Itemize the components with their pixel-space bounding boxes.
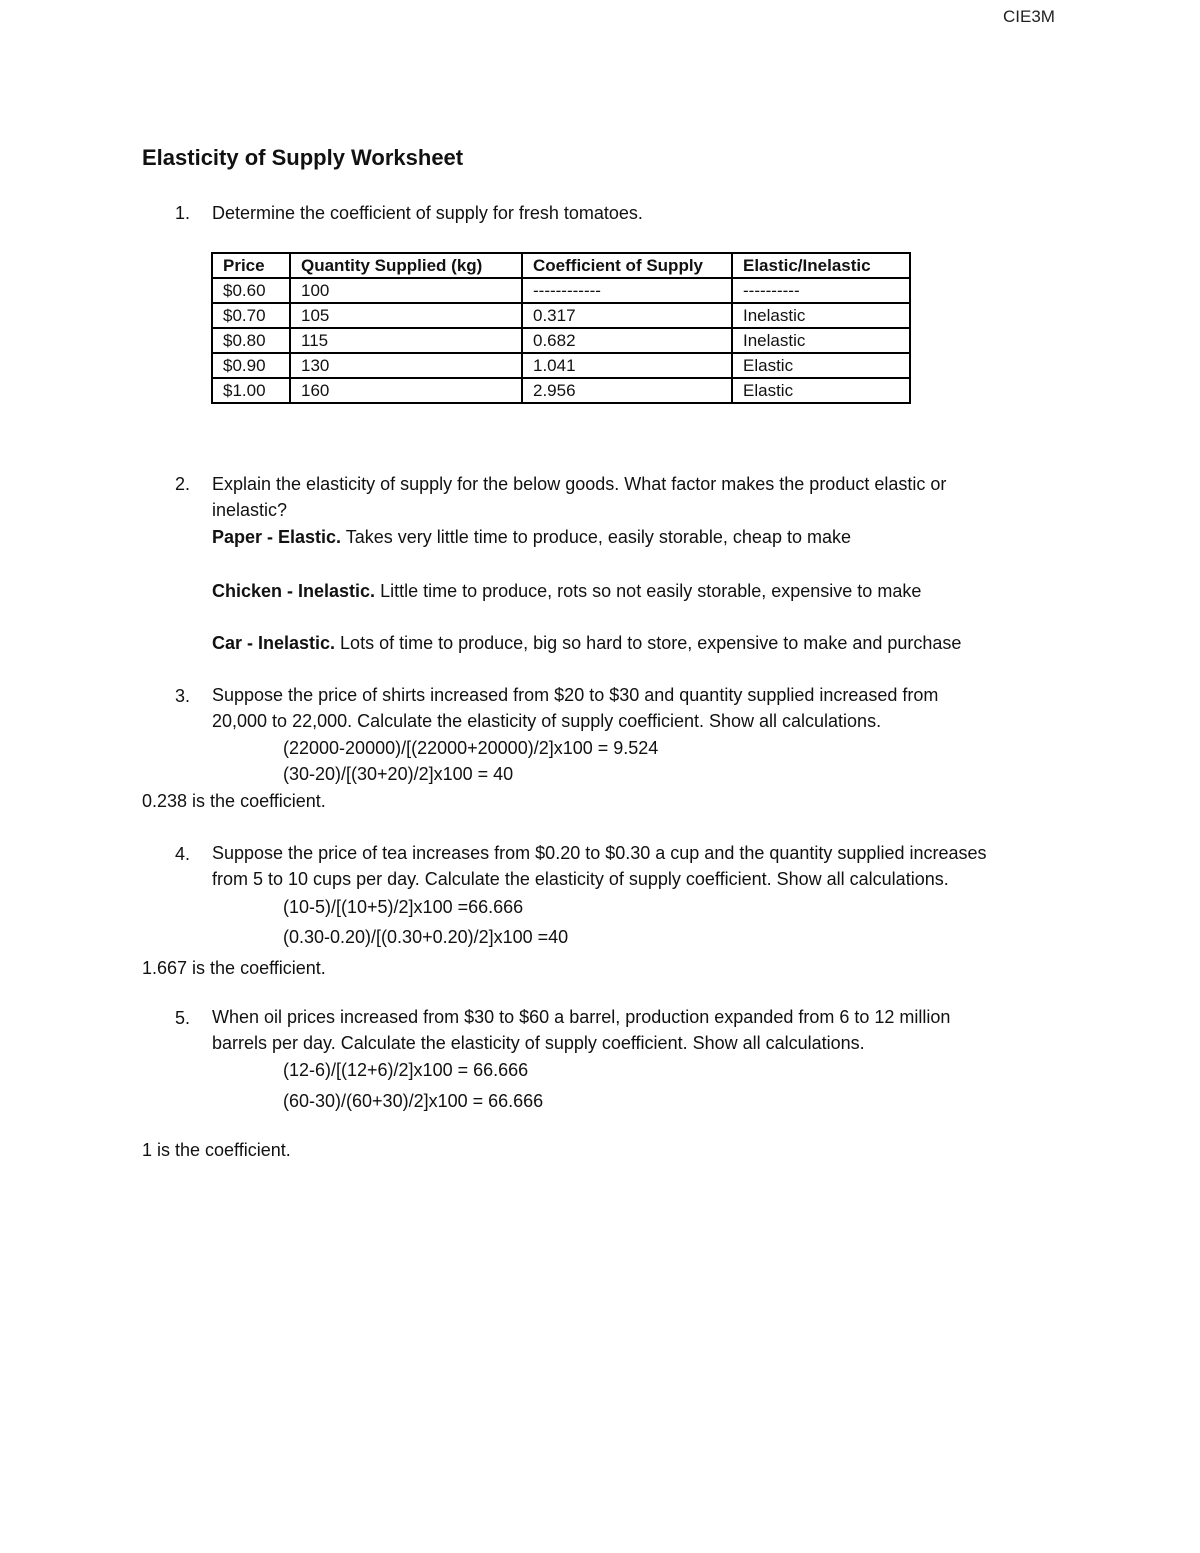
page-title: Elasticity of Supply Worksheet [142, 145, 464, 170]
answer-car [212, 630, 961, 656]
answer-car-label: Car - Inelastic. [212, 633, 336, 653]
question-4-conclusion: 1.667 is the coefficient. [142, 958, 326, 978]
question-4-text-line-2: from 5 to 10 cups per day. Calculate the elasticity of supply coefficient. Show all calculations. [212, 869, 949, 889]
answer-car-text: Lots of time to produce, big so hard to store, expensive to make and purchase [335, 633, 962, 653]
cell-quantity: 105 [290, 303, 522, 328]
question-3-conclusion: 0.238 is the coefficient. [142, 791, 326, 811]
cell-price: $0.60 [212, 278, 290, 303]
cell-price: $0.80 [212, 328, 290, 353]
question-1-text: Determine the coefficient of supply for fresh tomatoes. [212, 203, 643, 223]
cell-elasticity: Inelastic [732, 303, 910, 328]
question-3-calc-1: (22000-20000)/[(22000+20000)/2]x100 = 9.524 [283, 738, 659, 758]
question-2-text-line-2: inelastic? [212, 500, 288, 520]
table-header-row [212, 253, 910, 278]
cell-price: $0.90 [212, 353, 290, 378]
question-1-number: 1. [175, 203, 191, 223]
question-2-text-line-1: Explain the elasticity of supply for the below goods. What factor makes the product elastic or [212, 474, 947, 494]
question-4-calc-1: (10-5)/[(10+5)/2]x100 =66.666 [283, 897, 524, 917]
question-3-calc-2: (30-20)/[(30+20)/2]x100 = 40 [283, 764, 514, 784]
answer-chicken-label: Chicken - Inelastic. [212, 581, 376, 601]
answer-paper-label: Paper - Elastic. [212, 527, 342, 547]
column-header-price: Price [212, 253, 290, 278]
answer-chicken [212, 578, 921, 604]
table-row [212, 353, 910, 378]
column-header-quantity: Quantity Supplied (kg) [290, 253, 522, 278]
cell-coefficient: 0.682 [522, 328, 732, 353]
answer-chicken-text: Little time to produce, rots so not easily storable, expensive to make [375, 581, 922, 601]
table-row [212, 303, 910, 328]
question-3-number: 3. [175, 686, 191, 706]
question-4-number: 4. [175, 844, 191, 864]
column-header-elasticity: Elastic/Inelastic [732, 253, 910, 278]
column-header-coefficient: Coefficient of Supply [522, 253, 732, 278]
cell-quantity: 100 [290, 278, 522, 303]
question-2-number: 2. [175, 474, 191, 494]
cell-coefficient: 0.317 [522, 303, 732, 328]
question-5-text-line-2: barrels per day. Calculate the elasticity of supply coefficient. Show all calculations. [212, 1033, 865, 1053]
question-3-text-line-2: 20,000 to 22,000. Calculate the elasticity of supply coefficient. Show all calculations. [212, 711, 882, 731]
answer-paper [212, 524, 851, 550]
question-4-calc-2: (0.30-0.20)/[(0.30+0.20)/2]x100 =40 [283, 927, 569, 947]
cell-coefficient: 2.956 [522, 378, 732, 403]
question-4-text-line-1: Suppose the price of tea increases from $0.20 to $0.30 a cup and the quantity supplied increases [212, 843, 987, 863]
supply-table [211, 252, 911, 404]
cell-elasticity: Inelastic [732, 328, 910, 353]
cell-elasticity: ---------- [732, 278, 910, 303]
header-code: CIE3M [1003, 7, 1055, 26]
table-row [212, 378, 910, 403]
question-5-calc-1: (12-6)/[(12+6)/2]x100 = 66.666 [283, 1060, 529, 1080]
cell-coefficient: 1.041 [522, 353, 732, 378]
cell-elasticity: Elastic [732, 378, 910, 403]
question-3-text-line-1: Suppose the price of shirts increased from $20 to $30 and quantity supplied increased from [212, 685, 939, 705]
question-5-number: 5. [175, 1008, 191, 1028]
question-5-text-line-1: When oil prices increased from $30 to $60 a barrel, production expanded from 6 to 12 million [212, 1007, 951, 1027]
cell-price: $0.70 [212, 303, 290, 328]
answer-paper-text: Takes very little time to produce, easily storable, cheap to make [341, 527, 851, 547]
cell-quantity: 160 [290, 378, 522, 403]
question-5-calc-2: (60-30)/(60+30)/2]x100 = 66.666 [283, 1091, 544, 1111]
cell-quantity: 115 [290, 328, 522, 353]
cell-coefficient: ------------ [522, 278, 732, 303]
table-row [212, 328, 910, 353]
table-row [212, 278, 910, 303]
cell-price: $1.00 [212, 378, 290, 403]
cell-elasticity: Elastic [732, 353, 910, 378]
question-5-conclusion: 1 is the coefficient. [142, 1140, 291, 1160]
cell-quantity: 130 [290, 353, 522, 378]
